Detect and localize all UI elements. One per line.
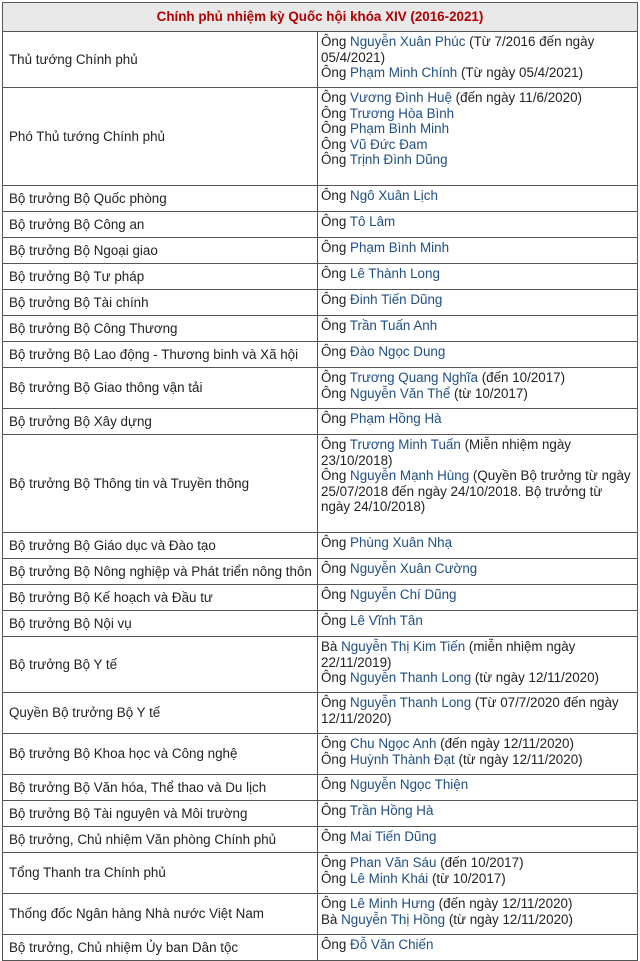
- table-row: [3, 637, 638, 693]
- position-cell: Bộ trưởng Bộ Nông nghiệp và Phát triển nông thôn: [3, 559, 318, 585]
- table-row: [3, 801, 638, 827]
- person-entry: [321, 896, 633, 912]
- person-name-link[interactable]: Phạm Hồng Hà: [350, 411, 442, 426]
- person-entry: [321, 344, 633, 360]
- table-row: [3, 290, 638, 316]
- honorific: Ông: [321, 855, 347, 870]
- honorific: Ông: [321, 937, 347, 952]
- person-name-link[interactable]: Lê Minh Khái: [350, 870, 429, 886]
- honorific: Ông: [321, 65, 347, 81]
- person-name-link[interactable]: Nguyễn Mạnh Hùng: [350, 468, 470, 484]
- honorific: Ông: [321, 670, 347, 686]
- person-name-link[interactable]: Vũ Đức Đam: [350, 136, 428, 152]
- person-name-link[interactable]: Nguyễn Thị Hồng: [341, 911, 446, 927]
- people-cell: [318, 734, 638, 775]
- honorific: Ông: [321, 34, 347, 49]
- honorific: Ông: [321, 292, 347, 307]
- people-cell: [318, 894, 638, 935]
- table-row: [3, 316, 638, 342]
- honorific: Ông: [321, 535, 347, 550]
- people-cell: [318, 637, 638, 693]
- term-note: (đến ngày 12/11/2020): [440, 736, 574, 751]
- people-cell: [318, 853, 638, 894]
- person-entry: [321, 613, 633, 629]
- table-row: [3, 32, 638, 88]
- table-title-row: [3, 3, 638, 32]
- person-name-link[interactable]: Nguyễn Ngọc Thiện: [350, 777, 469, 792]
- person-entry: [321, 670, 633, 686]
- honorific: Ông: [321, 736, 347, 751]
- term-note: (từ ngày 12/11/2020): [448, 911, 573, 927]
- honorific: Ông: [321, 613, 347, 628]
- table-title: Chính phủ nhiệm kỳ Quốc hội khóa XIV (2016-2021): [3, 3, 638, 32]
- term-note: (đến 10/2017): [440, 855, 524, 870]
- honorific: Ông: [321, 188, 347, 203]
- person-name-link[interactable]: Nguyễn Xuân Cường: [350, 561, 478, 576]
- table-row: [3, 775, 638, 801]
- person-name-link[interactable]: Trương Quang Nghĩa: [349, 370, 478, 385]
- person-name-link[interactable]: Đỗ Văn Chiến: [350, 937, 434, 952]
- person-entry: [321, 318, 633, 334]
- person-entry: [321, 370, 633, 386]
- term-note: (Quyền Bộ trưởng từ ngày 25/07/2018 đến ngày 24/10/2018. Bộ trưởng từ ngày 24/10/2018): [321, 468, 631, 515]
- person-name-link[interactable]: Đào Ngọc Dung: [350, 344, 446, 359]
- position-cell: Bộ trưởng Bộ Thông tin và Truyền thông: [3, 435, 318, 533]
- table-row: [3, 853, 638, 894]
- person-entry: [321, 639, 633, 670]
- person-entry: [321, 468, 633, 515]
- table-row: [3, 212, 638, 238]
- position-cell: Quyền Bộ trưởng Bộ Y tế: [3, 693, 318, 734]
- term-note: (từ 10/2017): [431, 870, 506, 886]
- honorific: Ông: [321, 411, 347, 426]
- person-entry: [321, 121, 633, 137]
- person-name-link[interactable]: Trương Minh Tuấn: [349, 437, 461, 452]
- people-cell: [318, 693, 638, 734]
- honorific: Ông: [321, 105, 347, 121]
- position-cell: Bộ trưởng Bộ Kế hoạch và Đầu tư: [3, 585, 318, 611]
- honorific: Bà: [321, 911, 338, 927]
- honorific: Ông: [321, 136, 347, 152]
- honorific: Ông: [321, 240, 347, 255]
- person-entry: [321, 188, 633, 204]
- person-entry: [321, 829, 633, 845]
- person-name-link[interactable]: Phạm Minh Chính: [350, 65, 458, 81]
- table-row: [3, 238, 638, 264]
- table-body: [3, 32, 638, 961]
- person-name-link[interactable]: Phạm Bình Minh: [350, 121, 450, 137]
- people-cell: [318, 186, 638, 212]
- person-entry: [321, 695, 633, 726]
- people-cell: [318, 316, 638, 342]
- people-cell: [318, 533, 638, 559]
- table-row: [3, 264, 638, 290]
- person-name-link[interactable]: Ngô Xuân Lịch: [350, 188, 438, 203]
- person-name-link[interactable]: Chu Ngọc Anh: [350, 736, 437, 751]
- person-name-link[interactable]: Nguyễn Thị Kim Tiến: [341, 639, 466, 654]
- person-name-link[interactable]: Nguyễn Thanh Long: [350, 670, 472, 686]
- person-entry: [321, 736, 633, 752]
- honorific: Ông: [321, 587, 347, 602]
- person-entry: [321, 214, 633, 230]
- people-cell: [318, 290, 638, 316]
- people-cell: [318, 801, 638, 827]
- honorific: Ông: [321, 561, 347, 576]
- person-entry: [321, 292, 633, 308]
- person-name-link[interactable]: Đinh Tiến Dũng: [350, 292, 443, 307]
- table-row: [3, 585, 638, 611]
- honorific: Ông: [321, 152, 347, 168]
- position-cell: Bộ trưởng, Chủ nhiệm Ủy ban Dân tộc: [3, 935, 318, 961]
- term-note: (từ 10/2017): [454, 385, 528, 401]
- people-cell: [318, 559, 638, 585]
- table-row: [3, 533, 638, 559]
- person-entry: [321, 240, 633, 256]
- person-entry: [321, 871, 633, 887]
- person-name-link[interactable]: Huỳnh Thành Đạt: [350, 751, 455, 767]
- table-row: [3, 368, 638, 409]
- table-row: [3, 611, 638, 637]
- person-name-link[interactable]: Lê Minh Hưng: [350, 896, 435, 911]
- person-name-link[interactable]: Lê Thành Long: [350, 266, 440, 281]
- table-row: [3, 734, 638, 775]
- term-note: (miễn nhiệm ngày 22/11/2019): [321, 639, 576, 670]
- term-note: (đến ngày 11/6/2020): [455, 90, 582, 105]
- position-cell: Bộ trưởng Bộ Văn hóa, Thể thao và Du lịch: [3, 775, 318, 801]
- person-entry: [321, 411, 633, 427]
- person-entry: [321, 912, 633, 928]
- position-cell: Bộ trưởng Bộ Tài chính: [3, 290, 318, 316]
- honorific: Ông: [321, 896, 347, 911]
- person-name-link[interactable]: Nguyễn Xuân Phúc: [350, 34, 466, 49]
- term-note: (đến 10/2017): [481, 370, 566, 385]
- honorific: Ông: [321, 777, 347, 792]
- position-cell: Bộ trưởng Bộ Khoa học và Công nghệ: [3, 734, 318, 775]
- honorific: Ông: [321, 90, 347, 105]
- honorific: Ông: [321, 437, 347, 452]
- honorific: Ông: [321, 121, 347, 137]
- honorific: Ông: [321, 803, 347, 818]
- people-cell: [318, 585, 638, 611]
- honorific: Ông: [321, 468, 347, 484]
- person-entry: [321, 587, 633, 603]
- people-cell: [318, 238, 638, 264]
- honorific: Ông: [321, 870, 347, 886]
- people-cell: [318, 264, 638, 290]
- people-cell: [318, 409, 638, 435]
- person-entry: [321, 437, 633, 468]
- honorific: Ông: [321, 829, 347, 844]
- honorific: Bà: [321, 639, 338, 654]
- person-entry: [321, 34, 633, 65]
- table-row: [3, 693, 638, 734]
- position-cell: Bộ trưởng Bộ Nội vụ: [3, 611, 318, 637]
- people-cell: [318, 88, 638, 186]
- honorific: Ông: [321, 370, 347, 385]
- person-name-link[interactable]: Trịnh Đình Dũng: [349, 152, 448, 168]
- position-cell: Bộ trưởng Bộ Giao thông vận tải: [3, 368, 318, 409]
- term-note: (Miễn nhiệm ngày 23/10/2018): [321, 437, 571, 468]
- person-entry: [321, 803, 633, 819]
- table-row: [3, 88, 638, 186]
- person-entry: [321, 266, 633, 282]
- person-entry: [321, 386, 633, 402]
- person-name-link[interactable]: Lê Vĩnh Tân: [350, 613, 423, 628]
- person-entry: [321, 106, 633, 122]
- table-row: [3, 559, 638, 585]
- person-name-link[interactable]: Nguyễn Chí Dũng: [350, 587, 457, 602]
- position-cell: Bộ trưởng Bộ Tài nguyên và Môi trường: [3, 801, 318, 827]
- table-row: [3, 435, 638, 533]
- position-cell: Thống đốc Ngân hàng Nhà nước Việt Nam: [3, 894, 318, 935]
- position-cell: Bộ trưởng Bộ Y tế: [3, 637, 318, 693]
- people-cell: [318, 212, 638, 238]
- honorific: Ông: [321, 266, 347, 281]
- person-name-link[interactable]: Trần Hồng Hà: [349, 803, 434, 818]
- position-cell: Bộ trưởng Bộ Ngoại giao: [3, 238, 318, 264]
- people-cell: [318, 368, 638, 409]
- person-name-link[interactable]: Nguyễn Văn Thể: [350, 385, 451, 401]
- table-row: [3, 935, 638, 961]
- position-cell: Bộ trưởng Bộ Lao động - Thương binh và Xã hội: [3, 342, 318, 368]
- people-cell: [318, 827, 638, 853]
- term-note: (từ ngày 12/11/2020): [458, 751, 583, 767]
- term-note: (Từ 07/7/2020 đến ngày 12/11/2020): [321, 695, 619, 726]
- position-cell: Bộ trưởng Bộ Quốc phòng: [3, 186, 318, 212]
- table-row: [3, 186, 638, 212]
- person-name-link[interactable]: Tô Lâm: [349, 214, 396, 229]
- honorific: Ông: [321, 214, 347, 229]
- position-cell: Bộ trưởng Bộ Công Thương: [3, 316, 318, 342]
- table-row: [3, 342, 638, 368]
- table-row: [3, 409, 638, 435]
- position-cell: Phó Thủ tướng Chính phủ: [3, 88, 318, 186]
- honorific: Ông: [321, 318, 347, 333]
- honorific: Ông: [321, 695, 347, 710]
- person-name-link[interactable]: Phùng Xuân Nhạ: [350, 535, 453, 550]
- person-entry: [321, 137, 633, 153]
- person-name-link[interactable]: Phan Văn Sáu: [350, 855, 437, 870]
- position-cell: Bộ trưởng Bộ Giáo dục và Đào tạo: [3, 533, 318, 559]
- person-entry: [321, 855, 633, 871]
- term-note: (từ ngày 12/11/2020): [474, 670, 600, 686]
- person-name-link[interactable]: Trần Tuấn Anh: [349, 318, 438, 333]
- person-name-link[interactable]: Mai Tiến Dũng: [350, 829, 437, 844]
- people-cell: [318, 775, 638, 801]
- person-name-link[interactable]: Phạm Bình Minh: [350, 240, 450, 255]
- honorific: Ông: [321, 344, 347, 359]
- position-cell: Tổng Thanh tra Chính phủ: [3, 853, 318, 894]
- term-note: (Từ ngày 05/4/2021): [460, 65, 584, 81]
- table-row: [3, 827, 638, 853]
- position-cell: Bộ trưởng Bộ Tư pháp: [3, 264, 318, 290]
- position-cell: Thủ tướng Chính phủ: [3, 32, 318, 88]
- people-cell: [318, 935, 638, 961]
- honorific: Ông: [321, 751, 347, 767]
- person-entry: [321, 65, 633, 81]
- term-note: (Từ 7/2016 đến ngày 05/4/2021): [321, 34, 595, 65]
- person-name-link[interactable]: Nguyễn Thanh Long: [350, 695, 472, 710]
- people-cell: [318, 435, 638, 533]
- person-entry: [321, 561, 633, 577]
- honorific: Ông: [321, 385, 347, 401]
- person-entry: [321, 777, 633, 793]
- person-entry: [321, 152, 633, 168]
- position-cell: Bộ trưởng Bộ Xây dựng: [3, 409, 318, 435]
- table-row: [3, 894, 638, 935]
- people-cell: [318, 32, 638, 88]
- person-entry: [321, 90, 633, 106]
- person-name-link[interactable]: Trương Hòa Bình: [349, 105, 455, 121]
- position-cell: Bộ trưởng Bộ Công an: [3, 212, 318, 238]
- term-note: (đến ngày 12/11/2020): [438, 896, 573, 911]
- person-name-link[interactable]: Vương Đình Huệ: [350, 90, 452, 105]
- person-entry: [321, 752, 633, 768]
- people-cell: [318, 611, 638, 637]
- person-entry: [321, 535, 633, 551]
- people-cell: [318, 342, 638, 368]
- cabinet-table: [2, 2, 638, 961]
- position-cell: Bộ trưởng, Chủ nhiệm Văn phòng Chính phủ: [3, 827, 318, 853]
